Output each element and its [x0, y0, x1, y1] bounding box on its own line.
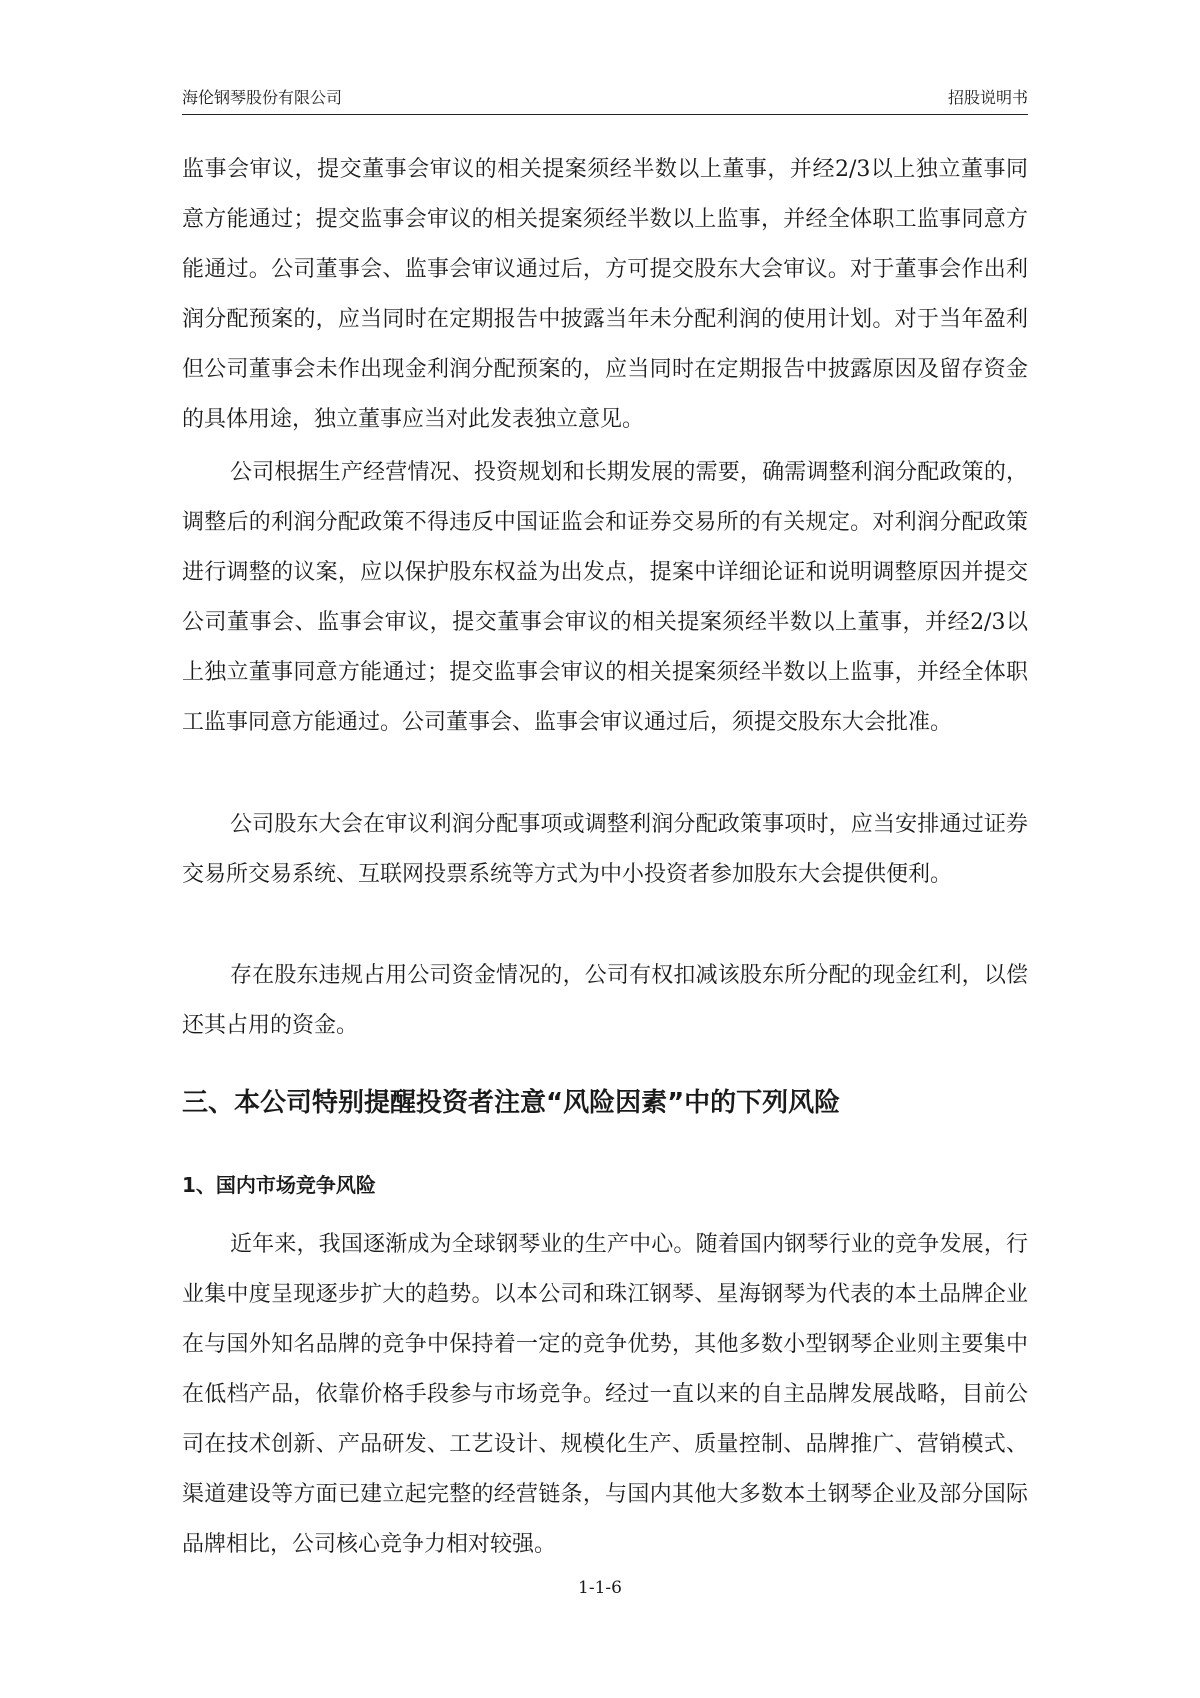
paragraph-fund-occupation: 存在股东违规占用公司资金情况的，公司有权扣减该股东所分配的现金红利，以偿还其占用的资金。	[182, 963, 1028, 1038]
paragraph-online-voting: 公司股东大会在审议利润分配事项或调整利润分配政策事项时，应当安排通过证券交易所交易系统、互联网投票系统等方式为中小投资者参加股东大会提供便利。	[182, 812, 1028, 887]
page-number: 1-1-6	[578, 1578, 622, 1598]
subsection-heading: 1、国内市场竞争风险	[182, 1173, 376, 1197]
page-header	[182, 86, 1028, 115]
header-document-type: 招股说明书	[947, 88, 1028, 107]
paragraph-policy-adjustment: 公司根据生产经营情况、投资规划和长期发展的需要，确需调整利润分配政策的，调整后的利润分配政策不得违反中国证监会和证券交易所的有关规定。对利润分配政策进行调整的议案，应以保护股东权益为出发点，提案中详细论证和说明调整原因并提交公司董事会、监事会审议，提交董事会审议的相关提案须经半数以上董事，并经2/3以上独立董事同意方能通过；提交监事会审议的相关提案须经半数以上监事，并经全体职工监事同意方能通过。公司董事会、监事会审议通过后，须提交股东大会批准。	[182, 460, 1028, 735]
paragraph-approval-procedure: 监事会审议，提交董事会审议的相关提案须经半数以上董事，并经2/3以上独立董事同意方能通过；提交监事会审议的相关提案须经半数以上监事，并经全体职工监事同意方能通过。公司董事会、监事会审议通过后，方可提交股东大会审议。对于董事会作出利润分配预案的，应当同时在定期报告中披露当年未分配利润的使用计划。对于当年盈利但公司董事会未作出现金利润分配预案的，应当同时在定期报告中披露原因及留存资金的具体用途，独立董事应当对此发表独立意见。	[182, 157, 1028, 432]
paragraph-market-competition: 近年来，我国逐渐成为全球钢琴业的生产中心。随着国内钢琴行业的竞争发展，行业集中度呈现逐步扩大的趋势。以本公司和珠江钢琴、星海钢琴为代表的本土品牌企业在与国外知名品牌的竞争中保持着一定的竞争优势，其他多数小型钢琴企业则主要集中在低档产品，依靠价格手段参与市场竞争。经过一直以来的自主品牌发展战略，目前公司在技术创新、产品研发、工艺设计、规模化生产、质量控制、品牌推广、营销模式、渠道建设等方面已建立起完整的经营链条，与国内其他大多数本土钢琴企业及部分国际品牌相比，公司核心竞争力相对较强。	[182, 1232, 1028, 1557]
section-heading: 三、本公司特别提醒投资者注意“风险因素”中的下列风险	[182, 1088, 841, 1118]
header-company-name: 海伦钢琴股份有限公司	[182, 88, 343, 107]
